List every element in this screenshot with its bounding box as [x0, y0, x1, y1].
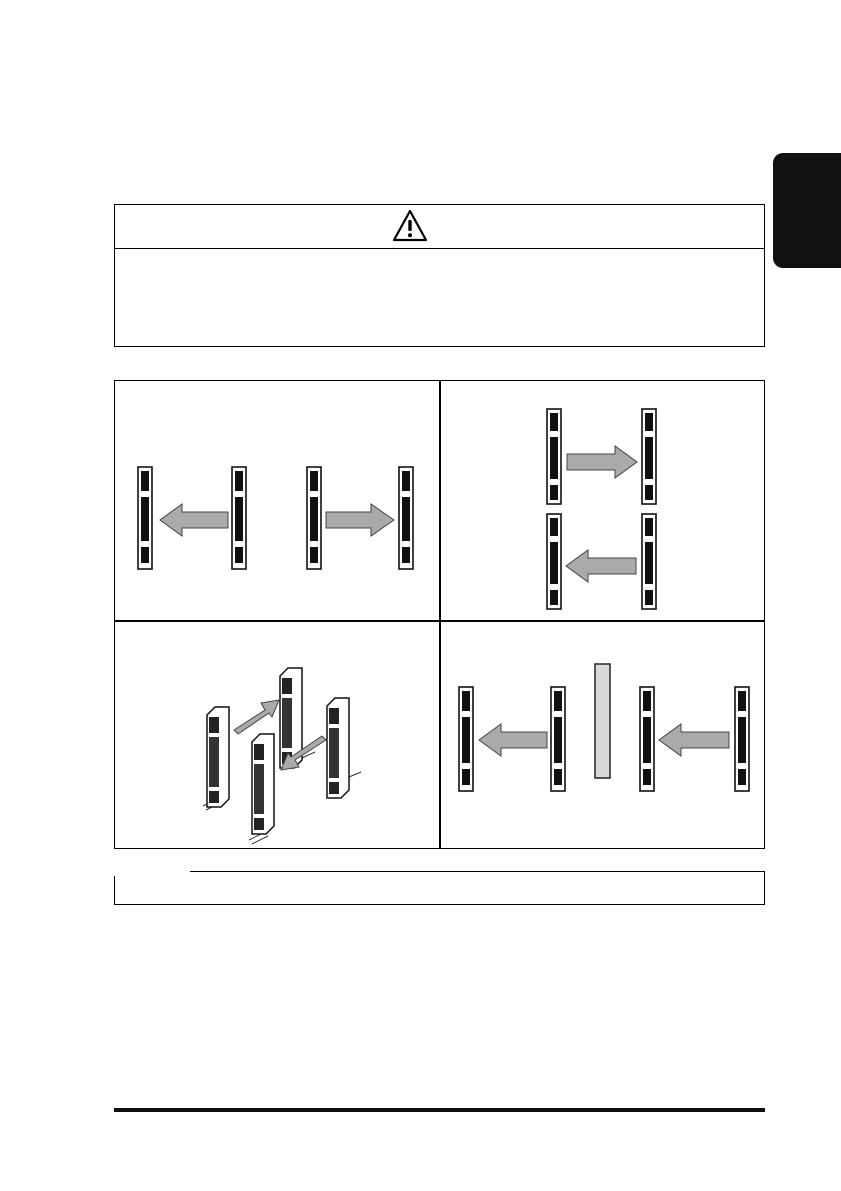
- arrow-left-icon: [659, 724, 729, 756]
- perspective-sensor-illustration: [115, 622, 439, 848]
- figure-bottom-right: [441, 622, 764, 848]
- chapter-tab: [773, 153, 841, 268]
- note-box: [114, 871, 765, 905]
- sensor-unit: [547, 514, 561, 609]
- sensor-unit: [232, 467, 246, 569]
- arrow-left-icon: [566, 550, 636, 582]
- figure-grid: [114, 380, 765, 849]
- sensor-unit: [551, 687, 565, 791]
- arrow-right-icon: [567, 446, 637, 478]
- sensor-unit: [640, 687, 654, 791]
- warning-triangle-icon: [392, 209, 428, 243]
- sensor-unit-3d: [207, 707, 229, 807]
- arrow-diagonal-up-icon: [234, 700, 279, 734]
- sensor-unit: [642, 514, 656, 609]
- arrow-right-icon: [326, 504, 394, 536]
- sensor-pair-illustration: [115, 381, 439, 620]
- footer-rule: [114, 1108, 765, 1112]
- sensor-unit: [138, 467, 152, 569]
- arrow-left-icon: [160, 504, 228, 536]
- sensor-unit: [307, 467, 321, 569]
- barrier-panel: [595, 664, 610, 778]
- note-label: [114, 862, 190, 876]
- figure-bottom-left: [115, 622, 439, 848]
- sensor-unit-3d: [252, 734, 274, 834]
- sensor-unit: [735, 687, 749, 791]
- sensor-unit: [459, 687, 473, 791]
- sensor-unit-3d: [327, 698, 349, 798]
- sensor-with-barrier-illustration: [441, 622, 764, 848]
- caution-header: [115, 205, 764, 249]
- figure-top-left: [115, 381, 439, 620]
- sensor-unit: [399, 467, 413, 569]
- sensor-unit: [642, 409, 656, 504]
- stacked-sensor-illustration: [441, 381, 764, 620]
- sensor-unit: [547, 409, 561, 504]
- arrow-left-icon: [479, 724, 547, 756]
- figure-top-right: [441, 381, 764, 620]
- caution-body: [115, 249, 764, 265]
- caution-box: [114, 204, 765, 347]
